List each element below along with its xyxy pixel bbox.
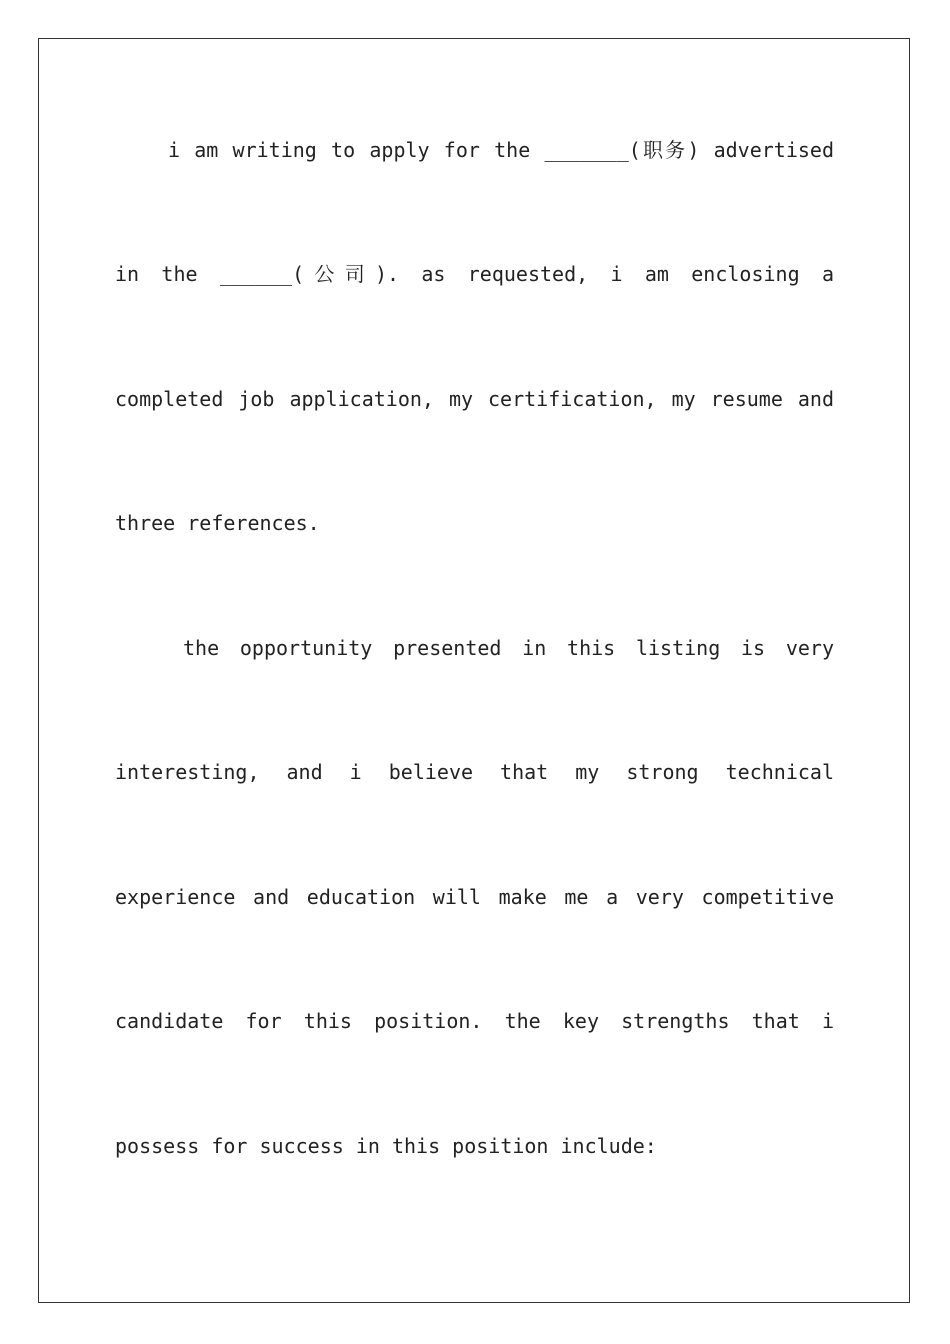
paragraph-2-line-2: interesting, and i believe that my strong technical bbox=[115, 760, 834, 784]
paragraph-1-line-1: i am writing to apply for the _______(职务) advertised bbox=[168, 138, 834, 162]
paragraph-1-line-3: completed job application, my certification, my resume and bbox=[115, 387, 834, 411]
paragraph-1-line-4: three references. bbox=[115, 511, 320, 535]
paragraph-2-line-5: possess for success in this position include: bbox=[115, 1134, 657, 1158]
paragraph-2-line-4: candidate for this position. the key strengths that i bbox=[115, 1009, 834, 1033]
paragraph-1-line-2: in the ______(公司). as requested, i am enclosing a bbox=[115, 262, 834, 286]
paragraph-2-line-1: the opportunity presented in this listing is very bbox=[183, 636, 834, 660]
page-frame bbox=[38, 38, 910, 1303]
paragraph-2-line-3: experience and education will make me a very competitive bbox=[115, 885, 834, 909]
